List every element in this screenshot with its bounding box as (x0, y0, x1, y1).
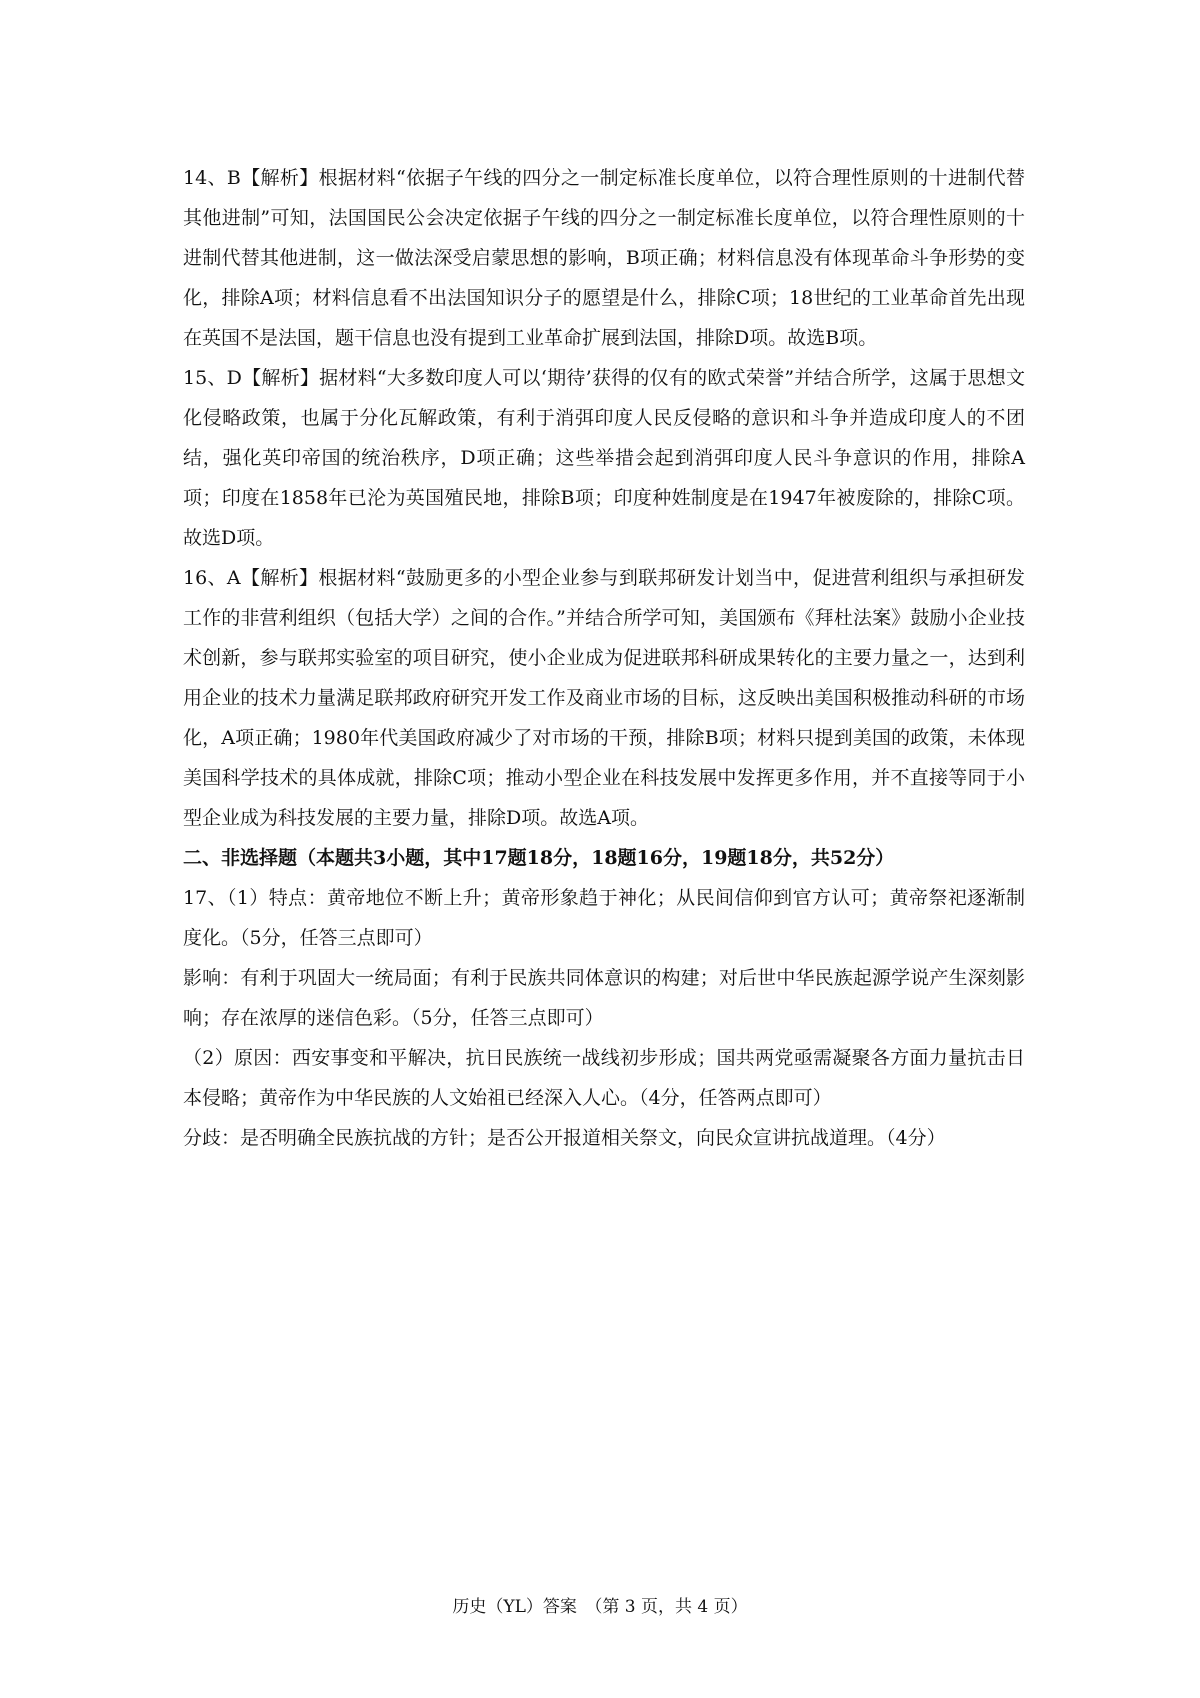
answer-document (183, 158, 1025, 1158)
answer-q17-divergence: 分歧：是否明确全民族抗战的方针；是否公开报道相关祭文，向民众宣讲抗战道理。（4分） (183, 1127, 946, 1149)
section-heading-non-choice: 二、非选择题（本题共3小题，其中17题18分，18题16分，19题18分，共52分） (183, 847, 895, 869)
answer-q17-part2: （2）原因：西安事变和平解决，抗日民族统一战线初步形成；国共两党亟需凝聚各方面力量抗击日本侵略；黄帝作为中华民族的人文始祖已经深入人心。（4分，任答两点即可） (183, 1047, 1025, 1109)
answer-q15: 15、D【解析】据材料“大多数印度人可以‘期待’获得的仅有的欧式荣誉”并结合所学，这属于思想文化侵略政策，也属于分化瓦解政策，有利于消弭印度人民反侵略的意识和斗争并造成印度人的不团结，强化英印帝国的统治秩序，D项正确；这些举措会起到消弭印度人民斗争意识的作用，排除A项；印度在1858年已沦为英国殖民地，排除B项；印度种姓制度是在1947年被废除的，排除C项。故选D项。 (183, 367, 1025, 549)
answer-q14: 14、B【解析】根据材料“依据子午线的四分之一制定标准长度单位，以符合理性原则的十进制代替其他进制”可知，法国国民公会决定依据子午线的四分之一制定标准长度单位，以符合理性原则的十进制代替其他进制，这一做法深受启蒙思想的影响，B项正确；材料信息没有体现革命斗争形势的变化，排除A项；材料信息看不出法国知识分子的愿望是什么，排除C项；18世纪的工业革命首先出现在英国不是法国，题干信息也没有提到工业革命扩展到法国，排除D项。故选B项。 (183, 167, 1025, 349)
page-footer: 历史（YL）答案 （第 3 页，共 4 页） (452, 1597, 748, 1617)
answer-q16: 16、A【解析】根据材料“鼓励更多的小型企业参与到联邦研发计划当中，促进营利组织与承担研发工作的非营利组织（包括大学）之间的合作。”并结合所学可知，美国颁布《拜杜法案》鼓励小企业技术创新，参与联邦实验室的项目研究，使小企业成为促进联邦科研成果转化的主要力量之一，达到利用企业的技术力量满足联邦政府研究开发工作及商业市场的目标，这反映出美国积极推动科研的市场化，A项正确；1980年代美国政府减少了对市场的干预，排除B项；材料只提到美国的政策，未体现美国科学技术的具体成就，排除C项；推动小型企业在科技发展中发挥更多作用，并不直接等同于小型企业成为科技发展的主要力量，排除D项。故选A项。 (183, 567, 1025, 829)
answer-q17-influence: 影响：有利于巩固大一统局面；有利于民族共同体意识的构建；对后世中华民族起源学说产生深刻影响；存在浓厚的迷信色彩。（5分，任答三点即可） (183, 967, 1025, 1029)
answer-q17-part1: 17、（1）特点：黄帝地位不断上升；黄帝形象趋于神化；从民间信仰到官方认可；黄帝祭祀逐渐制度化。（5分，任答三点即可） (183, 887, 1025, 949)
